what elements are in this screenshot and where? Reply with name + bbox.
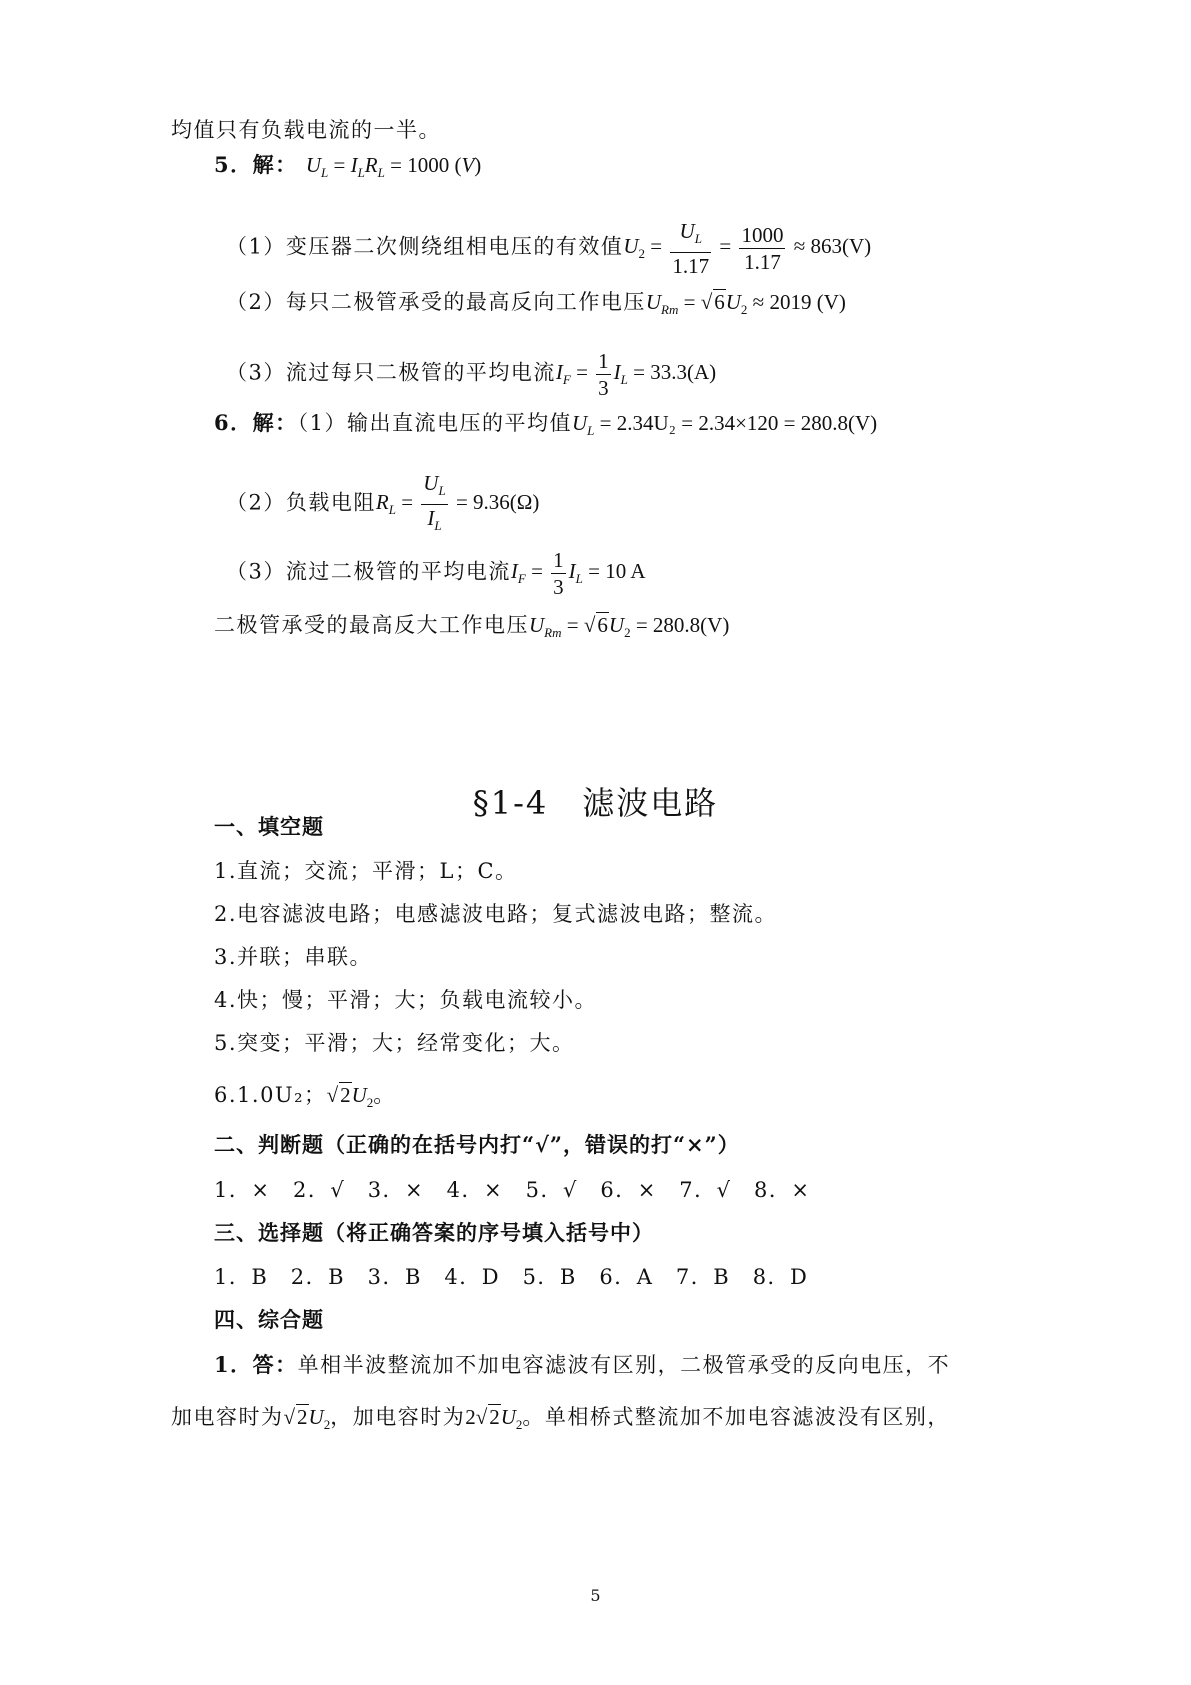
fill-item-6-text: 6.1.0U₂； [214, 1083, 327, 1107]
fill-item-6-formula: $√2U_2$。 [326, 1083, 395, 1110]
comp-line-1 [214, 1350, 950, 1380]
q6-part4-formula: $U_{Rm} = √6U_2 = 280.8(V)$ [529, 613, 730, 640]
fill-title: 一、填空题 [214, 814, 324, 839]
q5-label: 5．解： [214, 152, 298, 177]
fill-item-5: 5.突变；平滑；大；经常变化；大。 [214, 1031, 575, 1055]
comp-line-2-c: 。单相桥式整流加不加电容滤波没有区别， [522, 1405, 950, 1429]
q5-part3 [226, 348, 716, 401]
q5-part2-text: （2）每只二极管承受的最高反向工作电压 [226, 290, 646, 314]
q6-part2-text: （2）负载电阻 [226, 490, 376, 515]
q6-part2-value: = 9.36(Ω) [455, 490, 540, 515]
fill-item-4: 4.快；慢；平滑；大；负载电流较小。 [214, 988, 598, 1012]
q6-part1-text: （1）输出直流电压的平均值 [297, 411, 572, 435]
fill-item-6 [214, 1080, 394, 1118]
comp-line-2: 加电容时为$√2U_2$，加电容时为$2√2U_2$。单相桥式整流加不加电容滤波没有区别， [171, 1405, 950, 1432]
q6-part2 [226, 470, 539, 539]
q6-part3-value: = 10 A [588, 559, 646, 584]
q6-part2-formula: $R_L$ = $\frac{U_L}{I_L}$ = 9.36(Ω) [375, 471, 540, 533]
judge-title: 二、判断题（正确的在括号内打“√”，错误的打“×”） [214, 1132, 740, 1157]
q5-part2 [226, 287, 846, 325]
q5-part3-text: （3）流过每只二极管的平均电流 [226, 360, 556, 385]
fill-item-1: 1.直流；交流；平滑；L；C。 [214, 859, 518, 883]
comp-line-2-a: 加电容时为 [171, 1405, 284, 1429]
q5-formula: $U_L = I_LR_L = 1000$ (V) [305, 153, 482, 180]
q6-part4-text: 二极管承受的最高反大工作电压 [214, 613, 529, 637]
q6-part1-formula: $U_L = 2.34U_2 = 2.34\times 120 = 280.8(V)$ [572, 411, 878, 438]
q6-part1 [214, 408, 877, 446]
q6-part4 [214, 610, 729, 648]
q5-part3-value: = 33.3(A) [633, 360, 717, 385]
comp-title: 四、综合题 [214, 1307, 324, 1332]
fill-item-3: 3.并联；串联。 [214, 945, 373, 969]
q5-part2-formula: $U_{Rm} = √6U_2 \approx 2019$ (V) [645, 290, 846, 317]
q5-heading [214, 150, 481, 188]
q6-part3-formula: $I_F$ = $\frac{1}{3}$ $I_L = 10$ A [510, 548, 646, 599]
q5-part1-text: （1）变压器二次侧绕组相电压的有效值 [226, 234, 624, 259]
section-title: §1-4 滤波电路 [472, 784, 719, 822]
q5-part1 [226, 218, 871, 279]
q6-part1-value: = 2.34U₂ = 2.34×120 = 280.8(V) [599, 411, 878, 435]
q5-part1-formula: $U_2$ = $\frac{U_L}{1.17}$ = $\frac{1000}{1.17}$ ≈ 863(V) [623, 219, 872, 278]
choice-answers: 1．B 2．B 3．B 4．D 5．B 6．A 7．B 8．D [214, 1265, 809, 1289]
q5-part3-formula: $I_F$ = $\frac{1}{3}$ $I_L = 33.3(A)$ [555, 349, 717, 400]
comp-label: 1．答： [214, 1352, 298, 1377]
comp-line-2-b: ，加电容时为 [330, 1405, 466, 1429]
q6-part3-text: （3）流过二极管的平均电流 [226, 559, 511, 584]
page-number: 5 [590, 1586, 601, 1605]
choice-title: 三、选择题（将正确答案的序号填入括号中） [214, 1220, 654, 1245]
q5-part1-value: ≈ 863(V) [793, 234, 872, 259]
q6-part3 [226, 547, 646, 600]
q5-part2-value: ≈ 2019 (V) [752, 290, 846, 314]
fill-item-2: 2.电容滤波电路；电感滤波电路；复式滤波电路；整流。 [214, 902, 778, 926]
judge-answers: 1．× 2．√ 3．× 4．× 5．√ 6．× 7．√ 8．× [214, 1178, 811, 1202]
comp-line-1-text: 单相半波整流加不加电容滤波有区别，二极管承受的反向电压，不 [297, 1353, 951, 1377]
q6-part4-value: = 280.8(V) [635, 613, 730, 637]
q6-label: 6．解： [214, 410, 298, 435]
continued-line: 均值只有负载电流的一半。 [171, 118, 441, 142]
